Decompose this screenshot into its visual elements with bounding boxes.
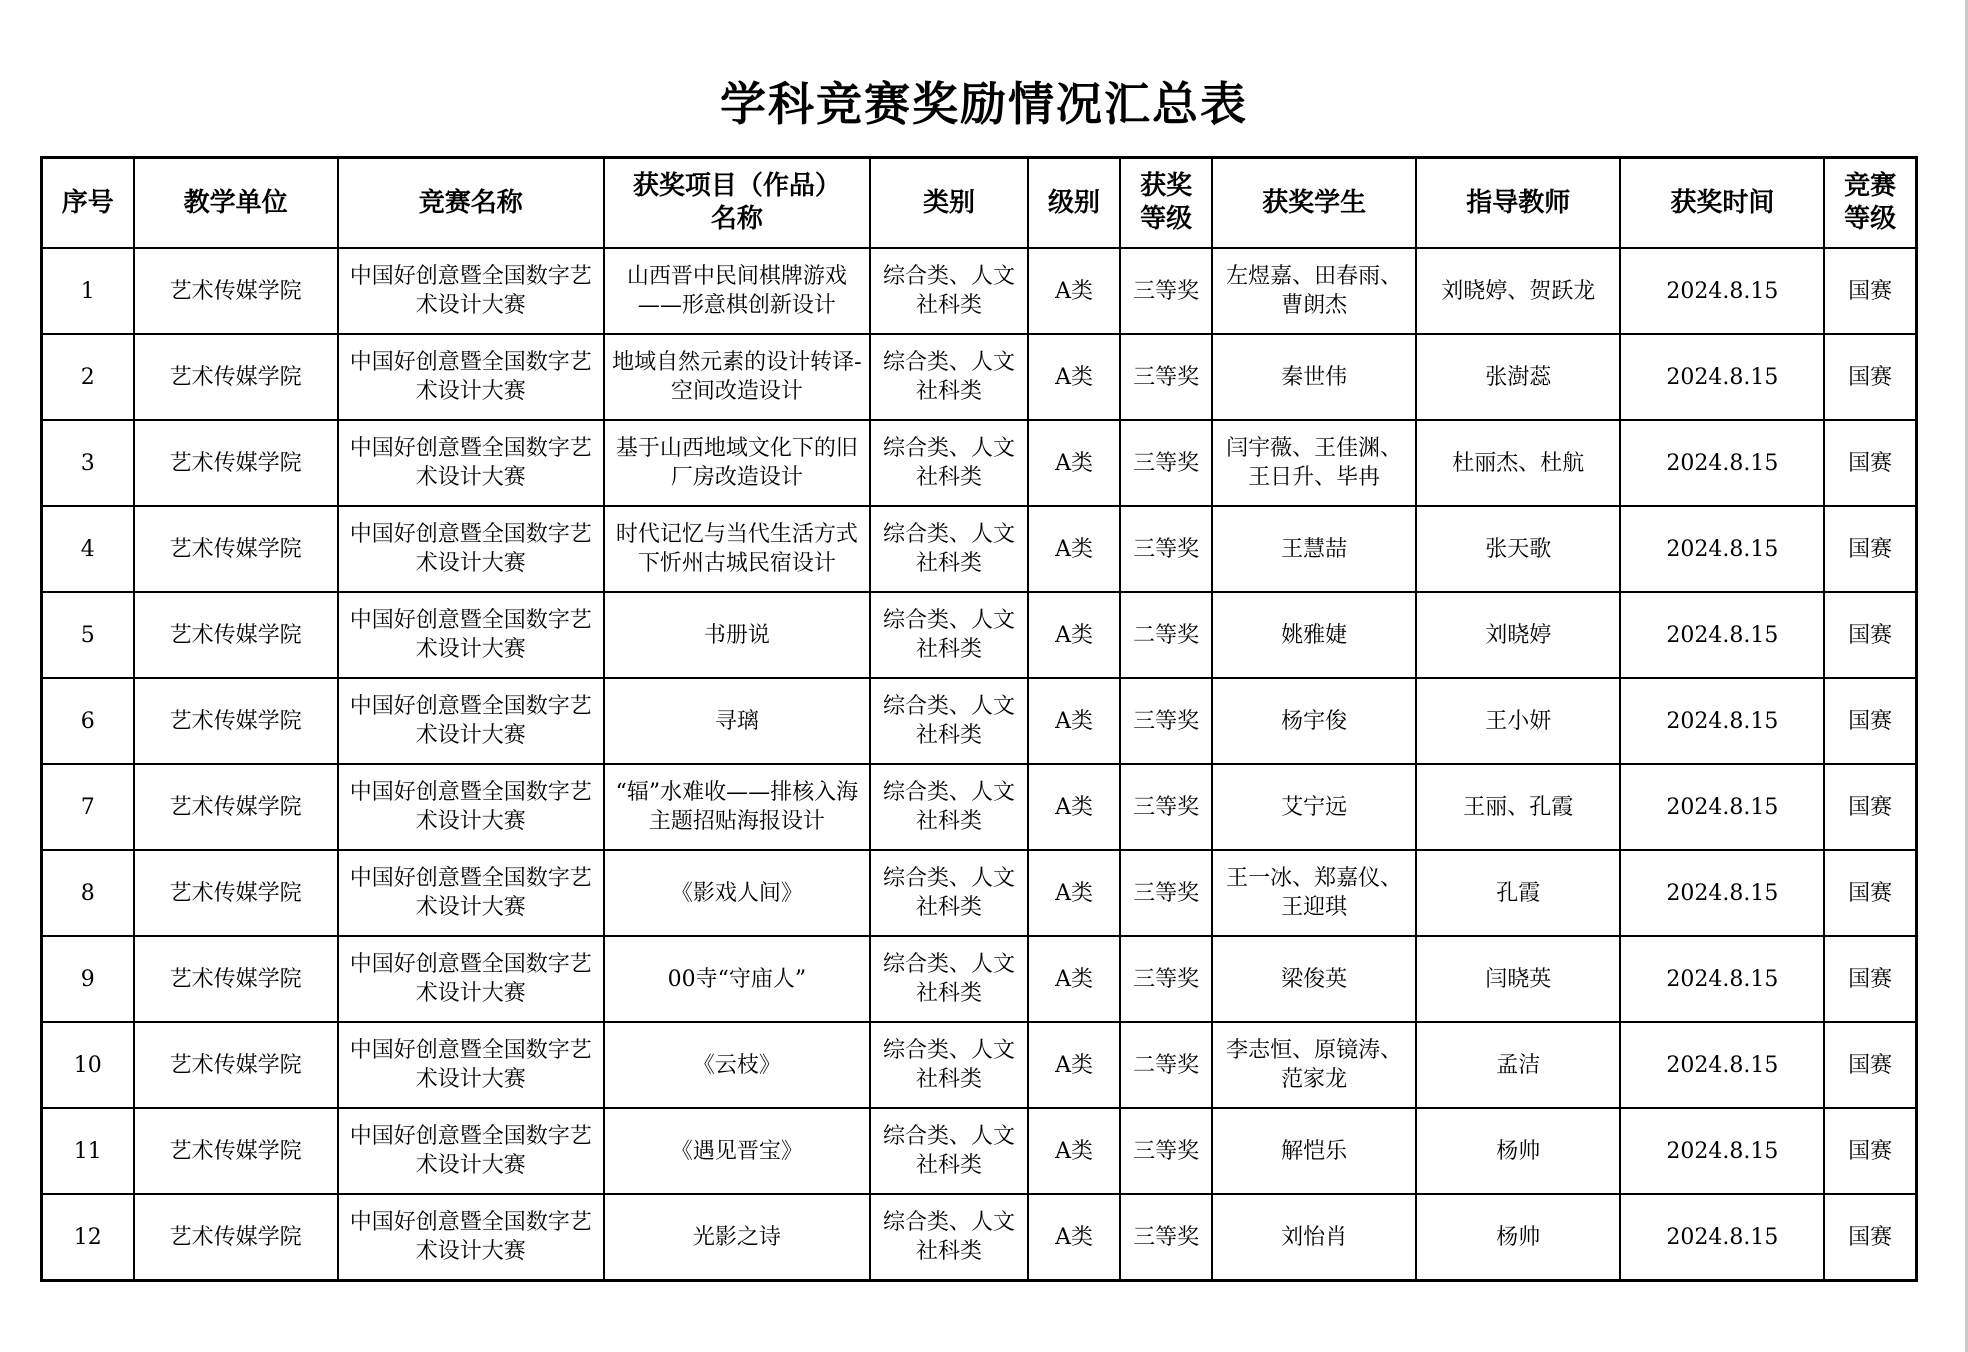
cell-award: 三等奖 — [1120, 334, 1212, 420]
table-row — [42, 850, 1917, 936]
cell-date: 2024.8.15 — [1620, 506, 1824, 592]
cell-category: 综合类、人文社科类 — [870, 248, 1028, 334]
cell-students: 王一冰、郑嘉仪、王迎琪 — [1212, 850, 1416, 936]
header-row — [42, 158, 1917, 249]
col-header-contest: 竞赛名称 — [338, 158, 604, 249]
cell-grade: 国赛 — [1824, 592, 1916, 678]
col-header-teachers: 指导教师 — [1416, 158, 1620, 249]
cell-students: 杨宇俊 — [1212, 678, 1416, 764]
table-row — [42, 506, 1917, 592]
cell-category: 综合类、人文社科类 — [870, 420, 1028, 506]
cell-grade: 国赛 — [1824, 334, 1916, 420]
cell-unit: 艺术传媒学院 — [134, 1194, 338, 1281]
cell-project: “辐”水难收——排核入海主题招贴海报设计 — [604, 764, 870, 850]
cell-level: A类 — [1028, 506, 1120, 592]
cell-date: 2024.8.15 — [1620, 592, 1824, 678]
col-header-students: 获奖学生 — [1212, 158, 1416, 249]
table-row — [42, 1022, 1917, 1108]
cell-no: 4 — [42, 506, 134, 592]
cell-category: 综合类、人文社科类 — [870, 1022, 1028, 1108]
cell-contest: 中国好创意暨全国数字艺术设计大赛 — [338, 936, 604, 1022]
cell-award: 三等奖 — [1120, 678, 1212, 764]
col-header-level: 级别 — [1028, 158, 1120, 249]
cell-date: 2024.8.15 — [1620, 764, 1824, 850]
cell-teachers: 孔霞 — [1416, 850, 1620, 936]
cell-contest: 中国好创意暨全国数字艺术设计大赛 — [338, 678, 604, 764]
cell-teachers: 张天歌 — [1416, 506, 1620, 592]
cell-teachers: 张澍蕊 — [1416, 334, 1620, 420]
cell-category: 综合类、人文社科类 — [870, 936, 1028, 1022]
cell-date: 2024.8.15 — [1620, 1022, 1824, 1108]
cell-no: 10 — [42, 1022, 134, 1108]
cell-teachers: 杜丽杰、杜航 — [1416, 420, 1620, 506]
cell-award: 三等奖 — [1120, 506, 1212, 592]
cell-category: 综合类、人文社科类 — [870, 764, 1028, 850]
cell-unit: 艺术传媒学院 — [134, 764, 338, 850]
cell-award: 三等奖 — [1120, 248, 1212, 334]
cell-date: 2024.8.15 — [1620, 248, 1824, 334]
cell-grade: 国赛 — [1824, 1022, 1916, 1108]
cell-award: 三等奖 — [1120, 936, 1212, 1022]
cell-students: 闫宇薇、王佳渊、王日升、毕冉 — [1212, 420, 1416, 506]
cell-award: 二等奖 — [1120, 592, 1212, 678]
cell-contest: 中国好创意暨全国数字艺术设计大赛 — [338, 334, 604, 420]
cell-grade: 国赛 — [1824, 1194, 1916, 1281]
cell-unit: 艺术传媒学院 — [134, 1108, 338, 1194]
cell-level: A类 — [1028, 678, 1120, 764]
cell-project: 《影戏人间》 — [604, 850, 870, 936]
cell-project: 《遇见晋宝》 — [604, 1108, 870, 1194]
cell-teachers: 杨帅 — [1416, 1108, 1620, 1194]
table-row — [42, 248, 1917, 334]
cell-project: 时代记忆与当代生活方式下忻州古城民宿设计 — [604, 506, 870, 592]
table-row — [42, 936, 1917, 1022]
cell-teachers: 王丽、孔霞 — [1416, 764, 1620, 850]
table-row — [42, 678, 1917, 764]
cell-contest: 中国好创意暨全国数字艺术设计大赛 — [338, 420, 604, 506]
cell-no: 5 — [42, 592, 134, 678]
cell-contest: 中国好创意暨全国数字艺术设计大赛 — [338, 764, 604, 850]
col-header-category: 类别 — [870, 158, 1028, 249]
cell-date: 2024.8.15 — [1620, 1108, 1824, 1194]
cell-date: 2024.8.15 — [1620, 678, 1824, 764]
col-header-unit: 教学单位 — [134, 158, 338, 249]
cell-contest: 中国好创意暨全国数字艺术设计大赛 — [338, 850, 604, 936]
cell-no: 9 — [42, 936, 134, 1022]
cell-students: 左煜嘉、田春雨、曹朗杰 — [1212, 248, 1416, 334]
cell-grade: 国赛 — [1824, 248, 1916, 334]
cell-level: A类 — [1028, 936, 1120, 1022]
cell-category: 综合类、人文社科类 — [870, 678, 1028, 764]
cell-contest: 中国好创意暨全国数字艺术设计大赛 — [338, 1022, 604, 1108]
cell-award: 三等奖 — [1120, 1194, 1212, 1281]
cell-students: 姚雅婕 — [1212, 592, 1416, 678]
table-row — [42, 764, 1917, 850]
cell-unit: 艺术传媒学院 — [134, 248, 338, 334]
cell-students: 艾宁远 — [1212, 764, 1416, 850]
cell-students: 梁俊英 — [1212, 936, 1416, 1022]
cell-level: A类 — [1028, 1022, 1120, 1108]
table-row — [42, 1194, 1917, 1281]
cell-unit: 艺术传媒学院 — [134, 592, 338, 678]
cell-students: 刘怡肖 — [1212, 1194, 1416, 1281]
cell-level: A类 — [1028, 764, 1120, 850]
table-row — [42, 592, 1917, 678]
cell-grade: 国赛 — [1824, 506, 1916, 592]
cell-grade: 国赛 — [1824, 764, 1916, 850]
cell-unit: 艺术传媒学院 — [134, 506, 338, 592]
cell-project: 山西晋中民间棋牌游戏——形意棋创新设计 — [604, 248, 870, 334]
page-title: 学科竞赛奖励情况汇总表 — [720, 77, 1248, 131]
cell-unit: 艺术传媒学院 — [134, 936, 338, 1022]
cell-level: A类 — [1028, 592, 1120, 678]
cell-teachers: 杨帅 — [1416, 1194, 1620, 1281]
cell-level: A类 — [1028, 420, 1120, 506]
cell-date: 2024.8.15 — [1620, 936, 1824, 1022]
cell-award: 三等奖 — [1120, 1108, 1212, 1194]
cell-project: 光影之诗 — [604, 1194, 870, 1281]
cell-unit: 艺术传媒学院 — [134, 1022, 338, 1108]
cell-category: 综合类、人文社科类 — [870, 1108, 1028, 1194]
cell-grade: 国赛 — [1824, 850, 1916, 936]
cell-category: 综合类、人文社科类 — [870, 592, 1028, 678]
cell-students: 李志恒、原镜涛、范家龙 — [1212, 1022, 1416, 1108]
cell-category: 综合类、人文社科类 — [870, 506, 1028, 592]
cell-contest: 中国好创意暨全国数字艺术设计大赛 — [338, 248, 604, 334]
cell-project: 寻璃 — [604, 678, 870, 764]
cell-project: 地域自然元素的设计转译-空间改造设计 — [604, 334, 870, 420]
cell-project: 基于山西地域文化下的旧厂房改造设计 — [604, 420, 870, 506]
cell-teachers: 闫晓英 — [1416, 936, 1620, 1022]
cell-project: 00寺“守庙人” — [604, 936, 870, 1022]
cell-contest: 中国好创意暨全国数字艺术设计大赛 — [338, 1194, 604, 1281]
table-row — [42, 1108, 1917, 1194]
cell-award: 三等奖 — [1120, 850, 1212, 936]
cell-date: 2024.8.15 — [1620, 334, 1824, 420]
cell-contest: 中国好创意暨全国数字艺术设计大赛 — [338, 592, 604, 678]
cell-level: A类 — [1028, 850, 1120, 936]
cell-grade: 国赛 — [1824, 936, 1916, 1022]
cell-grade: 国赛 — [1824, 1108, 1916, 1194]
cell-no: 12 — [42, 1194, 134, 1281]
cell-no: 3 — [42, 420, 134, 506]
col-header-no: 序号 — [42, 158, 134, 249]
cell-students: 王慧喆 — [1212, 506, 1416, 592]
cell-contest: 中国好创意暨全国数字艺术设计大赛 — [338, 506, 604, 592]
cell-category: 综合类、人文社科类 — [870, 850, 1028, 936]
cell-no: 6 — [42, 678, 134, 764]
cell-no: 7 — [42, 764, 134, 850]
cell-grade: 国赛 — [1824, 420, 1916, 506]
col-header-project: 获奖项目（作品） 名称 — [604, 158, 870, 249]
cell-level: A类 — [1028, 1194, 1120, 1281]
cell-no: 1 — [42, 248, 134, 334]
cell-students: 秦世伟 — [1212, 334, 1416, 420]
cell-contest: 中国好创意暨全国数字艺术设计大赛 — [338, 1108, 604, 1194]
awards-table — [40, 156, 1918, 1282]
cell-unit: 艺术传媒学院 — [134, 850, 338, 936]
cell-category: 综合类、人文社科类 — [870, 1194, 1028, 1281]
cell-teachers: 刘晓婷 — [1416, 592, 1620, 678]
cell-date: 2024.8.15 — [1620, 1194, 1824, 1281]
cell-unit: 艺术传媒学院 — [134, 678, 338, 764]
cell-award: 三等奖 — [1120, 420, 1212, 506]
cell-project: 书册说 — [604, 592, 870, 678]
cell-project: 《云枝》 — [604, 1022, 870, 1108]
cell-no: 11 — [42, 1108, 134, 1194]
cell-no: 2 — [42, 334, 134, 420]
cell-level: A类 — [1028, 1108, 1120, 1194]
cell-level: A类 — [1028, 334, 1120, 420]
cell-category: 综合类、人文社科类 — [870, 334, 1028, 420]
cell-teachers: 王小妍 — [1416, 678, 1620, 764]
cell-award: 二等奖 — [1120, 1022, 1212, 1108]
cell-award: 三等奖 — [1120, 764, 1212, 850]
cell-level: A类 — [1028, 248, 1120, 334]
cell-grade: 国赛 — [1824, 678, 1916, 764]
col-header-date: 获奖时间 — [1620, 158, 1824, 249]
cell-teachers: 孟洁 — [1416, 1022, 1620, 1108]
table-row — [42, 420, 1917, 506]
cell-date: 2024.8.15 — [1620, 420, 1824, 506]
col-header-grade: 竞赛 等级 — [1824, 158, 1916, 249]
cell-students: 解恺乐 — [1212, 1108, 1416, 1194]
cell-unit: 艺术传媒学院 — [134, 420, 338, 506]
cell-no: 8 — [42, 850, 134, 936]
table-row — [42, 334, 1917, 420]
cell-teachers: 刘晓婷、贺跃龙 — [1416, 248, 1620, 334]
cell-unit: 艺术传媒学院 — [134, 334, 338, 420]
col-header-award: 获奖 等级 — [1120, 158, 1212, 249]
cell-date: 2024.8.15 — [1620, 850, 1824, 936]
